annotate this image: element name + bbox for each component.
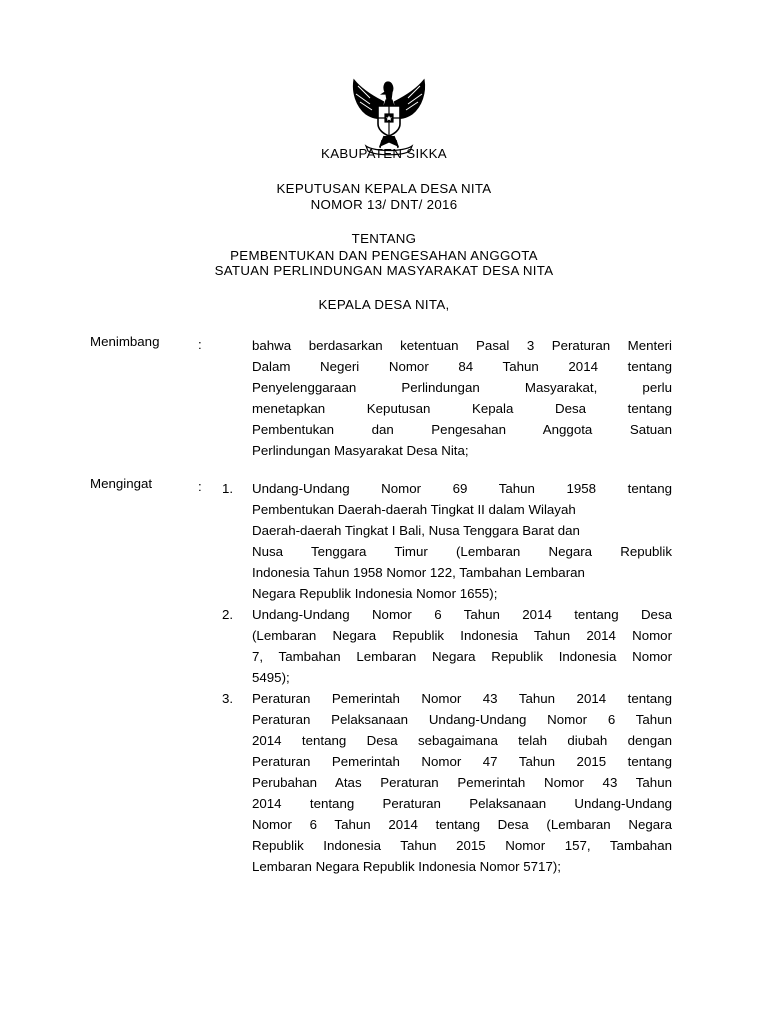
paragraph-line: bahwa berdasarkan ketentuan Pasal 3 Peraturan Menteri <box>252 338 672 353</box>
mengingat-label: Mengingat <box>90 476 153 491</box>
signatory-heading: KEPALA DESA NITA, <box>318 297 450 312</box>
paragraph-line: Negara Republik Indonesia Nomor 1655); <box>252 586 498 601</box>
menimbang-label: Menimbang <box>90 334 160 349</box>
decree-number: NOMOR 13/ DNT/ 2016 <box>310 197 458 212</box>
paragraph-line: Lembaran Negara Republik Indonesia Nomor 5717); <box>252 859 561 874</box>
paragraph-line: Daerah-daerah Tingkat I Bali, Nusa Tenggara Barat dan <box>252 523 580 538</box>
mengingat-item-1 <box>252 478 672 604</box>
mengingat-colon: : <box>198 479 202 494</box>
paragraph-line: Nomor 6 Tahun 2014 tentang Desa (Lembaran Negara <box>252 817 672 832</box>
paragraph-line: Peraturan Pemerintah Nomor 47 Tahun 2015 tentang <box>252 754 672 769</box>
regency-heading: KABUPATEN SIKKA <box>321 146 447 161</box>
menimbang-paragraph <box>252 335 672 461</box>
paragraph-line: Dalam Negeri Nomor 84 Tahun 2014 tentang <box>252 359 672 374</box>
subject-line-1: PEMBENTUKAN DAN PENGESAHAN ANGGOTA <box>230 248 538 263</box>
mengingat-item-3 <box>252 688 672 877</box>
paragraph-line: (Lembaran Negara Republik Indonesia Tahun 2014 Nomor <box>252 628 672 643</box>
list-item-number: 2. <box>222 607 234 622</box>
paragraph-line: Peraturan Pemerintah Nomor 43 Tahun 2014 tentang <box>252 691 672 706</box>
paragraph-line: Pembentukan Daerah-daerah Tingkat II dalam Wilayah <box>252 502 576 517</box>
paragraph-line: Perubahan Atas Peraturan Pemerintah Nomor 43 Tahun <box>252 775 672 790</box>
paragraph-line: Undang-Undang Nomor 6 Tahun 2014 tentang Desa <box>252 607 672 622</box>
paragraph-line: Nusa Tenggara Timur (Lembaran Negara Republik <box>252 544 672 559</box>
paragraph-line: Penyelenggaraan Perlindungan Masyarakat, perlu <box>252 380 672 395</box>
paragraph-line: Undang-Undang Nomor 69 Tahun 1958 tentang <box>252 481 672 496</box>
paragraph-line: Indonesia Tahun 1958 Nomor 122, Tambahan Lembaran <box>252 565 585 580</box>
about-heading: TENTANG <box>351 231 417 246</box>
paragraph-line: Pembentukan dan Pengesahan Anggota Satuan <box>252 422 672 437</box>
paragraph-line: menetapkan Keputusan Kepala Desa tentang <box>252 401 672 416</box>
mengingat-item-2 <box>252 604 672 688</box>
paragraph-line: Perlindungan Masyarakat Desa Nita; <box>252 443 469 458</box>
paragraph-line: 2014 tentang Desa sebagaimana telah diubah dengan <box>252 733 672 748</box>
garuda-emblem-icon <box>344 72 434 156</box>
paragraph-line: 2014 tentang Peraturan Pelaksanaan Undang-Undang <box>252 796 672 811</box>
paragraph-line: 5495); <box>252 670 290 685</box>
paragraph-line: Republik Indonesia Tahun 2015 Nomor 157, Tambahan <box>252 838 672 853</box>
paragraph-line: 7, Tambahan Lembaran Negara Republik Indonesia Nomor <box>252 649 672 664</box>
subject-line-2: SATUAN PERLINDUNGAN MASYARAKAT DESA NITA <box>214 263 554 278</box>
list-item-number: 1. <box>222 481 234 496</box>
paragraph-line: Peraturan Pelaksanaan Undang-Undang Nomor 6 Tahun <box>252 712 672 727</box>
menimbang-colon: : <box>198 337 202 352</box>
decree-title: KEPUTUSAN KEPALA DESA NITA <box>276 181 492 196</box>
list-item-number: 3. <box>222 691 234 706</box>
